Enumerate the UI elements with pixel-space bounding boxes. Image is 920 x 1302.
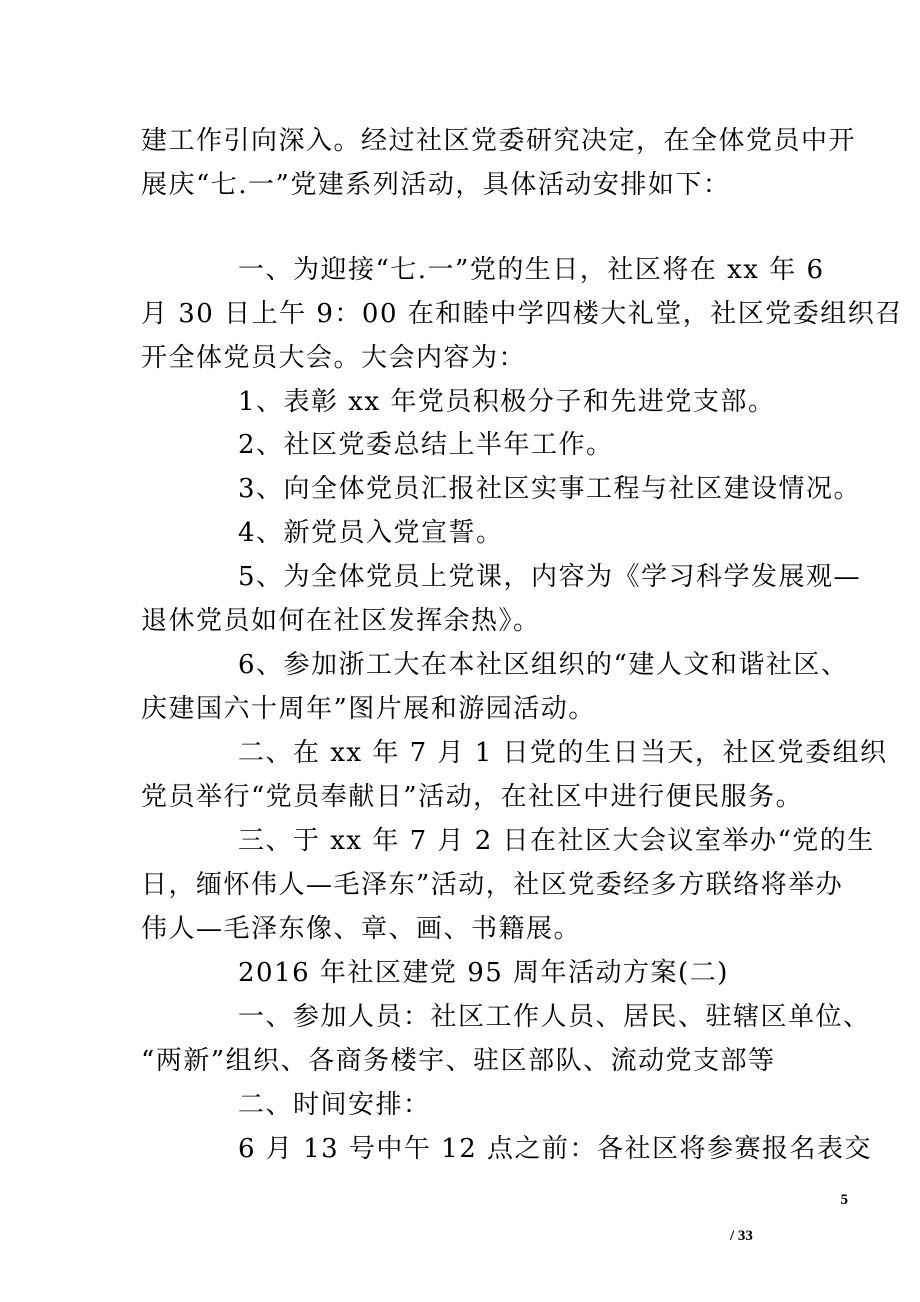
paragraph-line: 日，缅怀伟人—毛泽东”活动，社区党委经多方联络将举办 xyxy=(141,870,844,900)
list-item: 2、社区党委总结上半年工作。 xyxy=(238,430,614,460)
page-number: 5 xyxy=(840,1192,848,1208)
list-item: 4、新党员入党宣誓。 xyxy=(238,518,504,548)
paragraph-line: 开全体党员大会。大会内容为： xyxy=(141,343,527,373)
section-title: 2016 年社区建党 95 周年活动方案(二) xyxy=(238,958,729,988)
list-item: 3、向全体党员汇报社区实事工程与社区建设情况。 xyxy=(238,474,862,504)
paragraph-line: 月 30 日上午 9：00 在和睦中学四楼大礼堂，社区党委组织召 xyxy=(141,299,903,329)
paragraph-line: 6 月 13 号中午 12 点之前：各社区将参赛报名表交 xyxy=(238,1134,873,1164)
paragraph-line: “两新”组织、各商务楼宇、驻区部队、流动党支部等 xyxy=(141,1046,776,1076)
page-total: / 33 xyxy=(730,1228,753,1244)
list-item-continuation: 庆建国六十周年”图片展和游园活动。 xyxy=(141,694,596,724)
list-item-continuation: 退休党员如何在社区发挥余热》。 xyxy=(141,606,541,636)
paragraph-line: 一、参加人员：社区工作人员、居民、驻辖区单位、 xyxy=(238,1002,871,1032)
list-item: 5、为全体党员上党课，内容为《学习科学发展观— xyxy=(238,562,862,592)
paragraph-line: 一、为迎接“七.一”党的生日，社区将在 xx 年 6 xyxy=(238,255,825,285)
paragraph-line: 建工作引向深入。经过社区党委研究决定，在全体党员中开 xyxy=(141,126,857,156)
paragraph-line: 展庆“七.一”党建系列活动，具体活动安排如下： xyxy=(141,170,731,200)
list-item: 1、表彰 xx 年党员积极分子和先进党支部。 xyxy=(238,387,776,417)
paragraph-line: 伟人—毛泽东像、章、画、书籍展。 xyxy=(141,914,582,944)
paragraph-line: 二、在 xx 年 7 月 1 日党的生日当天，社区党委组织 xyxy=(238,738,888,768)
paragraph-line: 三、于 xx 年 7 月 2 日在社区大会议室举办“党的生 xyxy=(238,826,875,856)
paragraph-line: 二、时间安排： xyxy=(238,1090,431,1120)
list-item: 6、参加浙工大在本社区组织的“建人文和谐社区、 xyxy=(238,650,849,680)
paragraph-line: 党员举行“党员奉献日”活动，在社区中进行便民服务。 xyxy=(141,782,804,812)
